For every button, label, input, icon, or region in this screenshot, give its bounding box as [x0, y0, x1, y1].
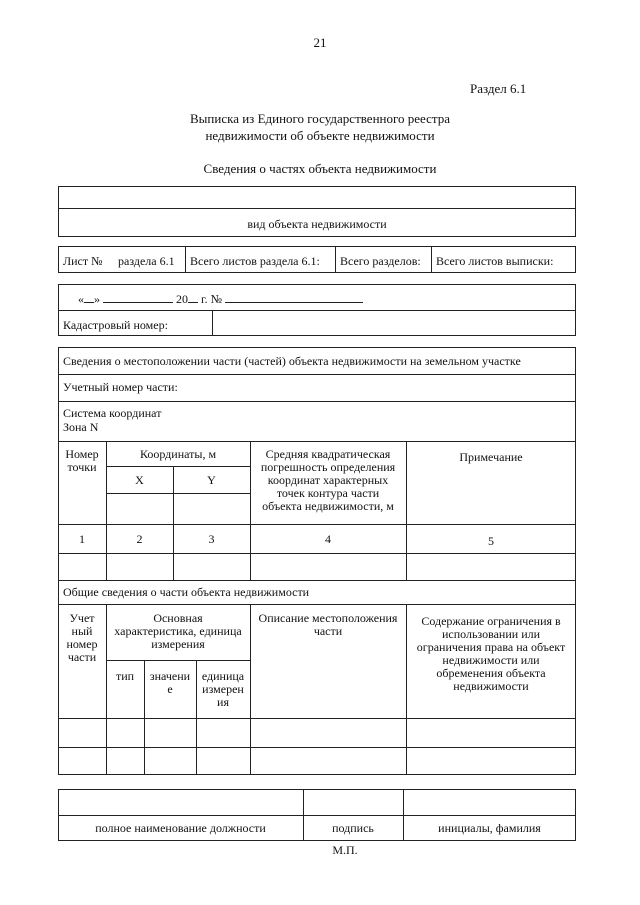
coord-system-label: Система координат [63, 406, 162, 420]
acct-header-l1: Учет [69, 611, 95, 625]
main-char-l2: характеристика, единица [114, 624, 242, 638]
location-header: Сведения о местоположении части (частей) объекта недвижимости на земельном участке [63, 354, 521, 368]
total-sheets-label: Всего листов выписки: [436, 254, 554, 268]
error-header-l4: точек контура части [276, 486, 380, 500]
restriction-l3: ограничения права на объект [416, 640, 566, 654]
restriction-l2: использовании или [441, 627, 541, 641]
number-blank [225, 292, 363, 303]
unit-header-l1: единица [201, 669, 245, 683]
col-num-5: 5 [488, 534, 494, 548]
restriction-l1: Содержание ограничения в [421, 614, 561, 628]
error-header-l5: объекта недвижимости, м [262, 499, 394, 513]
main-char-l3: измерения [151, 637, 205, 651]
day-blank [84, 292, 94, 303]
page-number: 21 [313, 35, 327, 50]
type-header: тип [115, 669, 135, 683]
main-char-l1: Основная [153, 611, 203, 625]
col-num-1: 1 [79, 532, 85, 546]
location-desc-l2: части [313, 624, 343, 638]
restriction-l6: недвижимости [453, 679, 529, 693]
title-line-1: Выписка из Единого государственного реестра [190, 111, 450, 126]
account-number-label: Учетный номер части: [63, 380, 178, 394]
stamp-label: М.П. [332, 843, 358, 857]
restriction-l5: обременения объекта [436, 666, 546, 680]
coords-header: Координаты, м [139, 447, 217, 461]
y-header: Y [207, 473, 216, 487]
acct-header-l4: части [67, 650, 97, 664]
month-blank [103, 292, 173, 303]
note-header: Примечание [459, 450, 523, 464]
signature-caption: подпись [332, 821, 374, 835]
quote-close: » [94, 292, 100, 306]
year-blank [188, 292, 198, 303]
section-ref-label: раздела 6.1 [118, 254, 175, 268]
error-header-l2: погрешность определения [260, 460, 396, 474]
value-header-l2: е [167, 682, 173, 696]
point-no-header-l1: Номер [65, 447, 99, 461]
unit-header-l3: ия [217, 695, 229, 709]
error-header-l1: Средняя квадратическая [265, 447, 391, 461]
year-suffix: г. № [201, 292, 223, 306]
quote-open: « [78, 292, 84, 306]
acct-header-l3: номер [66, 637, 98, 651]
subtitle: Сведения о частях объекта недвижимости [203, 161, 437, 176]
col-num-3: 3 [208, 532, 215, 546]
title-line-2: недвижимости об объекте недвижимости [205, 128, 435, 143]
value-header-l1: значени [149, 669, 191, 683]
object-type-caption: вид объекта недвижимости [247, 217, 387, 231]
col-num-4: 4 [325, 532, 331, 546]
total-sections-label: Всего разделов: [340, 254, 421, 268]
date-line [78, 292, 363, 306]
year-prefix: 20 [176, 292, 188, 306]
x-header: X [135, 473, 144, 487]
col-num-2: 2 [136, 532, 143, 546]
error-header-l3: координат характерных [267, 473, 389, 487]
unit-header-l2: измерен [202, 682, 244, 696]
general-header: Общие сведения о части объекта недвижимости [63, 585, 310, 599]
total-section-sheets-label: Всего листов раздела 6.1: [190, 254, 320, 268]
acct-header-l2: ный [71, 624, 93, 638]
restriction-l4: недвижимости или [442, 653, 540, 667]
section-label: Раздел 6.1 [470, 81, 527, 96]
sheet-no-label: Лист № [63, 254, 103, 268]
name-caption: инициалы, фамилия [438, 821, 541, 835]
cadastral-label: Кадастровый номер: [63, 318, 168, 332]
point-no-header-l2: точки [67, 460, 97, 474]
zone-label: Зона N [63, 420, 99, 434]
location-desc-l1: Описание местоположения [258, 611, 398, 625]
position-caption: полное наименование должности [95, 821, 266, 835]
